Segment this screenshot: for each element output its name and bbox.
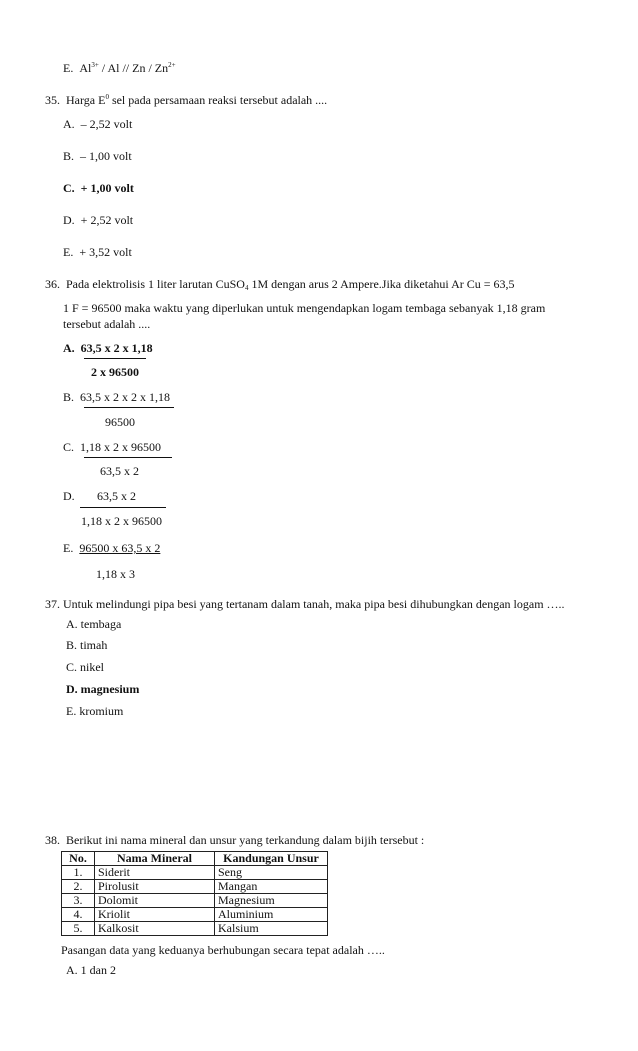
option-letter: E. <box>63 541 74 555</box>
question-text: Harga E <box>66 93 106 107</box>
question-38 <box>45 833 424 847</box>
q37-option-b[interactable] <box>66 638 107 652</box>
fraction-denominator: 1,18 x 2 x 96500 <box>81 514 162 528</box>
q38-option-a[interactable] <box>66 963 116 977</box>
option-text: 1 dan 2 <box>80 963 116 977</box>
q35-option-c[interactable] <box>63 181 134 195</box>
question-38-prompt: Pasangan data yang keduanya berhubungan secara tepat adalah ….. <box>61 943 385 957</box>
option-text: Al <box>79 61 92 75</box>
option-text: kromium <box>79 704 124 718</box>
row-number: 4. <box>62 908 95 922</box>
question-text: sel pada persamaan reaksi tersebut adalah .... <box>108 93 328 107</box>
column-header-mineral: Nama Mineral <box>95 852 215 866</box>
table-row <box>62 908 328 922</box>
fraction-denominator: 96500 <box>105 415 135 429</box>
table-header-row <box>62 852 328 866</box>
mineral-name: Kalkosit <box>95 922 215 936</box>
fraction-numerator: 96500 x 63,5 x 2 <box>79 541 161 555</box>
option-letter: D. <box>63 213 75 227</box>
mineral-table <box>61 851 328 936</box>
table-row <box>62 894 328 908</box>
superscript: 0 <box>105 93 109 101</box>
q35-option-d[interactable] <box>63 213 133 227</box>
table-row <box>62 866 328 880</box>
row-number: 2. <box>62 880 95 894</box>
row-number: 5. <box>62 922 95 936</box>
option-letter: E. <box>63 61 74 75</box>
option-letter: A. <box>66 963 78 977</box>
table-row <box>62 922 328 936</box>
option-letter: D. <box>66 682 78 696</box>
table-row <box>62 880 328 894</box>
q37-option-a[interactable] <box>66 617 121 631</box>
column-header-element: Kandungan Unsur <box>215 852 328 866</box>
fraction-bar <box>84 457 172 458</box>
question-text: Pada elektrolisis 1 liter larutan CuSO <box>66 277 245 291</box>
fraction-numerator: 63,5 x 2 <box>97 489 136 503</box>
option-letter: C. <box>66 660 78 674</box>
question-36 <box>45 277 515 291</box>
fraction-denominator: 2 x 96500 <box>91 365 139 379</box>
fraction-numerator: 63,5 x 2 x 2 x 1,18 <box>80 390 171 404</box>
q35-option-e[interactable] <box>63 245 132 259</box>
q37-option-e[interactable] <box>66 704 123 718</box>
fraction-numerator: 63,5 x 2 x 1,18 <box>80 341 153 355</box>
element-name: Mangan <box>215 880 328 894</box>
fraction-bar <box>84 407 174 408</box>
question-text: 1M dengan arus 2 Ampere.Jika diketahui Ar Cu = 63,5 <box>248 277 515 291</box>
option-text: tembaga <box>80 617 122 631</box>
option-text: + 1,00 volt <box>80 181 134 195</box>
q35-option-b[interactable] <box>63 149 132 163</box>
question-number: 35. <box>45 93 60 107</box>
option-letter: E. <box>66 704 77 718</box>
question-35 <box>45 93 327 107</box>
option-text: + 3,52 volt <box>79 245 132 259</box>
row-number: 3. <box>62 894 95 908</box>
prev-option-e <box>63 61 176 75</box>
column-header-no: No. <box>62 852 95 866</box>
option-text: – 2,52 volt <box>80 117 133 131</box>
fraction-numerator: 1,18 x 2 x 96500 <box>80 440 162 454</box>
option-letter: A. <box>63 341 75 355</box>
fraction-denominator: 63,5 x 2 <box>100 464 139 478</box>
mineral-name: Dolomit <box>95 894 215 908</box>
subscript: 4 <box>244 284 249 292</box>
question-36-line-2: 1 F = 96500 maka waktu yang diperlukan untuk mengendapkan logam tembaga sebanyak 1,18 gram <box>63 301 546 315</box>
element-name: Aluminium <box>215 908 328 922</box>
option-text: timah <box>80 638 108 652</box>
question-text: Berikut ini nama mineral dan unsur yang terkandung dalam bijih tersebut : <box>66 833 425 847</box>
option-text: nikel <box>80 660 105 674</box>
option-letter: E. <box>63 245 74 259</box>
option-letter: B. <box>63 149 75 163</box>
question-number: 37. <box>45 597 60 611</box>
question-text: Untuk melindungi pipa besi yang tertanam dalam tanah, maka pipa besi dihubungkan dengan logam ….. <box>63 597 565 611</box>
fraction-denominator: 1,18 x 3 <box>96 567 135 581</box>
question-number: 38. <box>45 833 60 847</box>
option-letter: D. <box>63 489 75 503</box>
element-name: Magnesium <box>215 894 328 908</box>
element-name: Kalsium <box>215 922 328 936</box>
q37-option-c[interactable] <box>66 660 104 674</box>
question-36-line-3: tersebut adalah .... <box>63 317 151 331</box>
option-letter: A. <box>66 617 78 631</box>
fraction-bar <box>80 507 166 508</box>
question-number: 36. <box>45 277 60 291</box>
option-text: + 2,52 volt <box>80 213 134 227</box>
option-letter: C. <box>63 181 75 195</box>
q37-option-d[interactable] <box>66 682 139 696</box>
option-letter: B. <box>63 390 75 404</box>
option-letter: B. <box>66 638 78 652</box>
q35-option-a[interactable] <box>63 117 132 131</box>
option-letter: C. <box>63 440 75 454</box>
mineral-name: Pirolusit <box>95 880 215 894</box>
mineral-name: Kriolit <box>95 908 215 922</box>
option-text: / Al // Zn / Zn <box>98 61 169 75</box>
question-37 <box>45 597 565 611</box>
fraction-bar <box>84 358 146 359</box>
charge-superscript: 2+ <box>168 61 176 69</box>
element-name: Seng <box>215 866 328 880</box>
option-text: – 1,00 volt <box>80 149 132 163</box>
row-number: 1. <box>62 866 95 880</box>
charge-superscript: 3+ <box>91 61 99 69</box>
option-text: magnesium <box>80 682 140 696</box>
option-letter: A. <box>63 117 75 131</box>
mineral-name: Siderit <box>95 866 215 880</box>
